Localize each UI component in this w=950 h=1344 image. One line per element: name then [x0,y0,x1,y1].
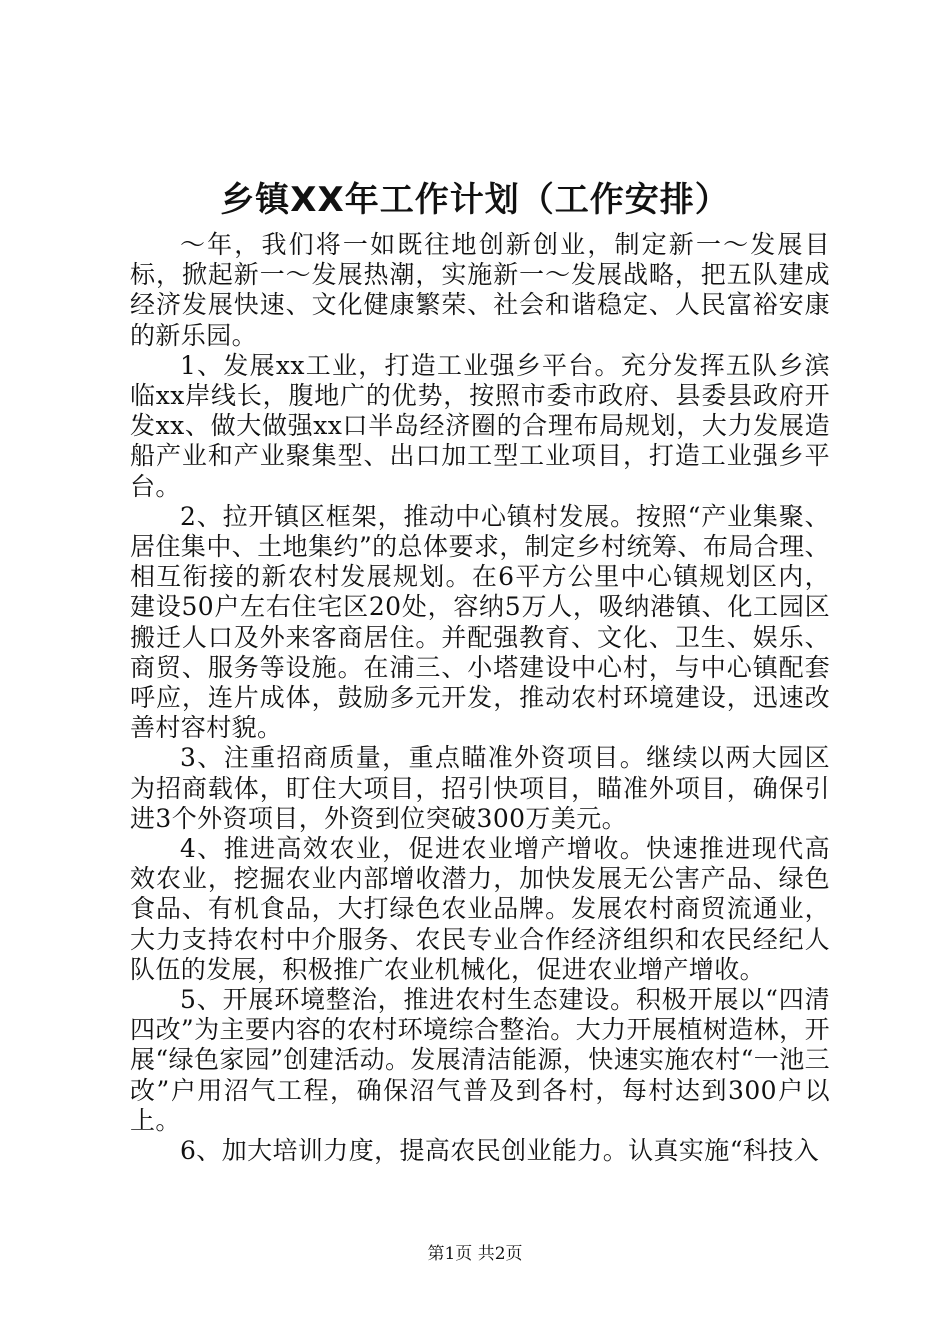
paragraph-item-4: 4、推进高效农业，促进农业增产增收。快速推进现代高效农业，挖掘农业内部增收潜力，加快发展无公害产品、绿色食品、有机食品，大打绿色农业品牌。发展农村商贸流通业，大力支持农村中介服务、农民专业合作经济组织和农民经纪人队伍的发展，积极推广农业机械化，促进农业增产增收。 [130,834,830,984]
paragraph-item-5: 5、开展环境整治，推进农村生态建设。积极开展以“四清四改”为主要内容的农村环境综合整治。大力开展植树造林，开展“绿色家园”创建活动。发展清洁能源，快速实施农村“一池三改”户用沼气工程，确保沼气普及到各村，每村达到300户以上。 [130,985,830,1135]
paragraph-item-6: 6、加大培训力度，提高农民创业能力。认真实施“科技入 [180,1136,820,1166]
page-footer: 第1页 共2页 [427,1244,523,1264]
paragraph-item-2: 2、拉开镇区框架，推动中心镇村发展。按照“产业集聚、居住集中、土地集约”的总体要求，制定乡村统筹、布局合理、相互衔接的新农村发展规划。在6平方公里中心镇规划区内，建设50户左右住宅区20处，容纳5万人，吸纳港镇、化工园区搬迁人口及外来客商居住。并配强教育、文化、卫生、娱乐、商贸、服务等设施。在浦三、小塔建设中心村，与中心镇配套呼应，连片成体，鼓励多元开发，推动农村环境建设，迅速改善村容村貌。 [130,501,830,743]
document-body [130,230,830,1166]
paragraph-item-3: 3、注重招商质量，重点瞄准外资项目。继续以两大园区为招商载体，盯住大项目，招引快项目，瞄准外项目，确保引进3个外资项目，外资到位突破300万美元。 [130,743,830,833]
paragraph-intro: ～年，我们将一如既往地创新创业，制定新一～发展目标，掀起新一～发展热潮，实施新一～发展战略，把五队建成经济发展快速、文化健康繁荣、社会和谐稳定、人民富裕安康的新乐园。 [130,230,830,350]
document-title: 乡镇XX年工作计划（工作安排） [220,180,730,220]
paragraph-item-1: 1、发展xx工业，打造工业强乡平台。充分发挥五队乡滨临xx岸线长，腹地广的优势，按照市委市政府、县委县政府开发xx、做大做强xx口半岛经济圈的合理布局规划，大力发展造船产业和产业聚集型、出口加工型工业项目，打造工业强乡平台。 [130,350,830,501]
